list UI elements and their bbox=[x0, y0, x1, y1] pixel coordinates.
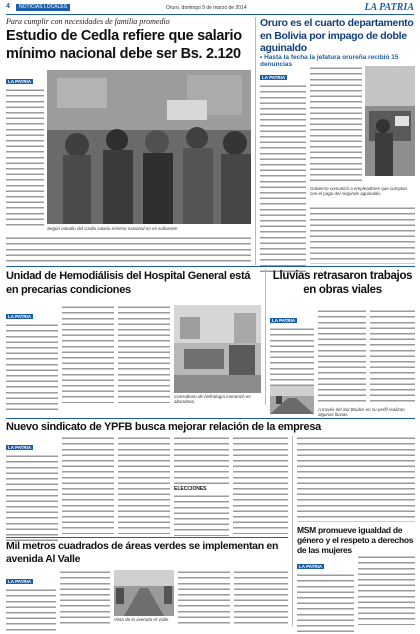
ypfb-body-col-3 bbox=[118, 436, 170, 534]
section-divider bbox=[6, 537, 288, 538]
lluvias-headline: Lluvias retrasaron trabajos en obras viales bbox=[272, 270, 413, 296]
mil-metros-headline: Mil metros cuadrados de áreas verdes se implementan en avenida Al Valle bbox=[6, 540, 279, 565]
lluvias-body-col-2 bbox=[318, 309, 366, 405]
ypfb-body-col-2 bbox=[62, 436, 114, 534]
msm-body-col-2 bbox=[358, 555, 415, 625]
section-divider bbox=[6, 418, 415, 419]
mil-metros-body-col-1 bbox=[6, 570, 56, 626]
issue-date: Oruro, domingo 9 de marzo de 2014 bbox=[166, 5, 247, 11]
lluvias-body-col-1 bbox=[270, 309, 314, 384]
ypfb-body-col-4 bbox=[174, 436, 229, 534]
cedla-kicker: Para cumplir con necesidades de familia promedio bbox=[6, 17, 170, 26]
oruro-body-col-1 bbox=[260, 66, 306, 264]
mil-metros-body-col-4 bbox=[234, 570, 288, 626]
ypfb-elecciones-label: ELECCIONES bbox=[174, 486, 207, 492]
lluvias-body-col-3 bbox=[370, 309, 415, 405]
ypfb-body-col-5 bbox=[233, 436, 288, 534]
lluvias-tag: LA PATRIA bbox=[272, 318, 296, 323]
hemodialisis-body-col-1 bbox=[6, 305, 58, 403]
oruro-body-col-3 bbox=[310, 206, 415, 264]
hemodialisis-body-col-3 bbox=[118, 305, 170, 403]
ypfb-tag: LA PATRIA bbox=[8, 445, 32, 450]
hemodialisis-body-col-2 bbox=[62, 305, 114, 403]
mil-metros-caption: Vista de la avenida Al Valle. bbox=[114, 617, 170, 622]
hemodialisis-headline: Unidad de Hemodiálisis del Hospital General está en precarias condiciones bbox=[6, 270, 251, 296]
ypfb-body-col-1 bbox=[6, 436, 58, 534]
mil-metros-body-col-3 bbox=[178, 570, 230, 626]
cedla-body-bottom bbox=[6, 236, 251, 263]
msm-tag: LA PATRIA bbox=[299, 564, 323, 569]
mil-metros-body-col-2 bbox=[60, 570, 110, 626]
lluvias-photo bbox=[270, 386, 314, 414]
page-number: 4 bbox=[6, 3, 10, 10]
hemodialisis-tag: LA PATRIA bbox=[8, 314, 32, 319]
column-divider bbox=[265, 269, 266, 405]
mil-metros-photo bbox=[114, 570, 174, 616]
oruro-headline: Oruro es el cuarto departamento en Bolivia por impago de doble aguinaldo bbox=[260, 17, 414, 54]
section-divider bbox=[6, 266, 415, 267]
msm-body-col-1 bbox=[297, 555, 354, 625]
hemodialisis-caption: Consultorio de Nefrología comenzó en abandono. bbox=[174, 394, 251, 405]
oruro-tag: LA PATRIA bbox=[262, 75, 286, 80]
oruro-body-col-2 bbox=[310, 66, 362, 184]
oruro-subhead: • Hasta la fecha la jefatura orureña recibió 15 denuncias bbox=[260, 54, 399, 68]
msm-top-text bbox=[297, 436, 415, 522]
hemodialisis-photo bbox=[174, 305, 261, 393]
oruro-caption: Gobierno comunicó a empleadores que cumplan con el pago del segundo aguinaldo. bbox=[310, 186, 408, 197]
cedla-headline: Estudio de Cedla refiere que salario mínimo nacional debe ser Bs. 2.120 bbox=[6, 28, 242, 62]
section-label: NOTICIAS LOCALES bbox=[16, 4, 70, 11]
mil-metros-tag: LA PATRIA bbox=[8, 579, 32, 584]
page-header bbox=[6, 3, 414, 15]
lluvias-caption: A través del Sol Boulos en su perfil realizan algunas lluvias. bbox=[318, 407, 405, 418]
cedla-caption: Según estudio del Cedla salario mínimo nacional no es suficiente. bbox=[47, 226, 179, 231]
cedla-body-col-1 bbox=[6, 70, 44, 220]
column-divider bbox=[292, 436, 293, 626]
ypfb-headline: Nuevo sindicato de YPFB busca mejorar relación de la empresa bbox=[6, 421, 321, 433]
msm-headline: MSM promueve igualdad de género y el respeto a derechos de las mujeres bbox=[297, 525, 414, 555]
cedla-tag: LA PATRIA bbox=[8, 79, 32, 84]
oruro-photo bbox=[365, 66, 415, 176]
masthead-logo: LA PATRIA bbox=[364, 2, 414, 13]
cedla-photo bbox=[47, 70, 251, 224]
column-divider bbox=[255, 17, 256, 265]
